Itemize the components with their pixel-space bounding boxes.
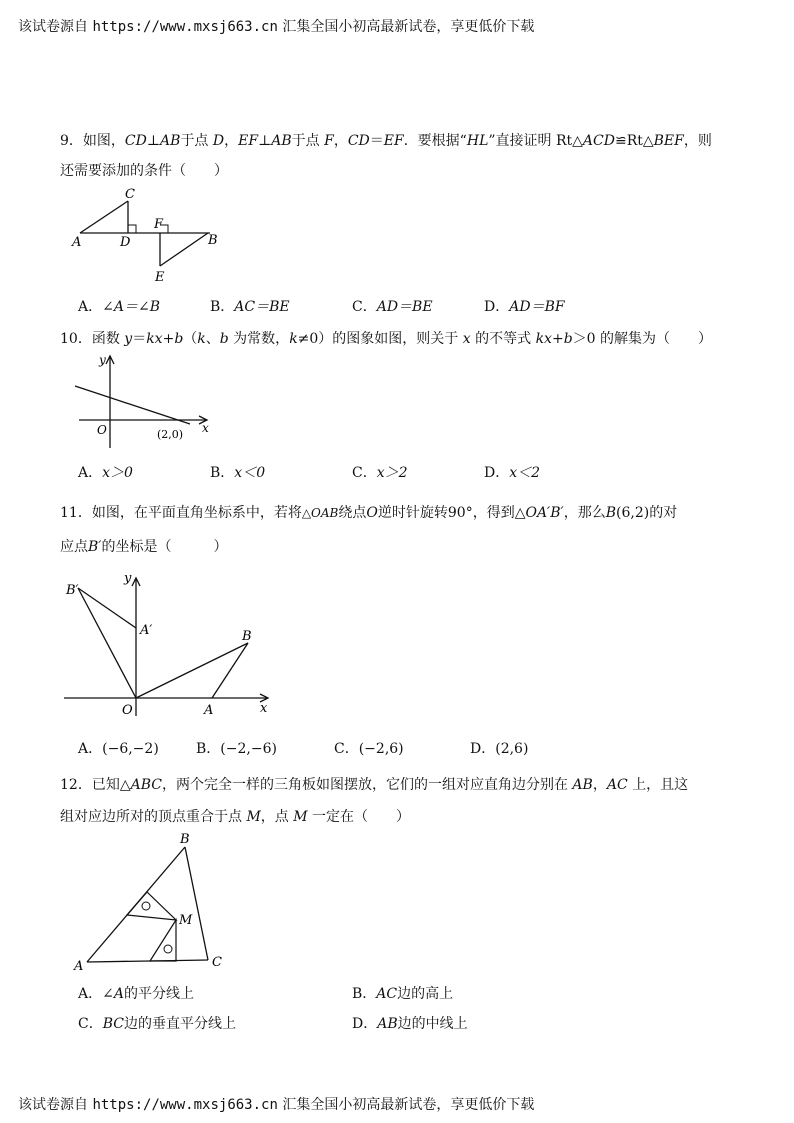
q9-var: EF [383, 133, 404, 149]
q9-option-a[interactable] [78, 296, 160, 316]
q10-var: b [563, 331, 573, 347]
option-letter: D． [352, 1016, 378, 1032]
q12-option-c[interactable] [78, 1013, 236, 1033]
q9-var: ACD [582, 133, 615, 149]
q12-label-b: B [180, 832, 190, 847]
q12-option-a[interactable] [78, 983, 194, 1003]
footer-url[interactable]: https://www.mxsj663.cn [92, 1097, 278, 1113]
q11-label-aprime: A′ [140, 623, 153, 638]
q10-text: （ [183, 331, 198, 347]
option-text: (−2,−6) [220, 741, 277, 757]
option-letter: B． [210, 299, 235, 315]
q12-text: 一定在（ ） [307, 809, 411, 825]
q9-label-f: F [154, 217, 164, 232]
option-letter: A． [78, 741, 103, 757]
q11-segment-ob [136, 643, 248, 698]
q9-var: F [324, 133, 334, 149]
q12-var: M [293, 809, 308, 825]
q10-figure [75, 350, 220, 445]
q9-line-ac [80, 201, 128, 233]
option-text: AC＝BE [234, 299, 290, 315]
q10-var: kx [535, 331, 552, 347]
q11-option-c[interactable] [334, 738, 404, 758]
q10-symbol: + [551, 331, 564, 347]
q9-var: CD [124, 133, 147, 149]
q10-text: ≠0）的图象如图，则关于 [297, 331, 463, 347]
q12-board-2-hole-icon [164, 945, 172, 953]
q10-var: x [462, 331, 471, 347]
q9-var: D [212, 133, 225, 149]
q10-text: 10．函数 [60, 331, 125, 347]
q10-var: b [219, 331, 229, 347]
q10-option-d[interactable] [484, 462, 540, 482]
q10-label-o: O [97, 423, 107, 437]
option-var: BC [102, 1016, 124, 1032]
q10-var: k [197, 331, 206, 347]
option-text: 边的高上 [397, 986, 454, 1002]
q9-symbol: ⊥ [258, 133, 272, 149]
q12-text: ， [592, 777, 607, 793]
q9-var: HL [466, 133, 489, 149]
q12-text: ，点 [260, 809, 294, 825]
q10-stem-line1 [60, 328, 712, 348]
q9-symbol: ⊥ [146, 133, 161, 149]
q9-label-e: E [155, 270, 165, 285]
q9-right-angle-d [128, 225, 136, 233]
header-suffix: 汇集全国小初高最新试卷，享更低价下载 [282, 19, 535, 35]
q10-option-c[interactable] [352, 462, 408, 482]
q11-segment-obp [78, 588, 136, 698]
q11-option-b[interactable] [196, 738, 277, 758]
q12-label-c: C [212, 955, 222, 970]
option-text: x＜2 [509, 465, 541, 481]
q10-option-a[interactable] [78, 462, 133, 482]
option-text: (−2,6) [358, 741, 404, 757]
option-letter: D． [484, 465, 510, 481]
q10-symbol: + [162, 331, 175, 347]
q11-label-a: A [204, 703, 214, 718]
option-symbol: ∠ [102, 986, 114, 1002]
q12-option-b[interactable] [352, 983, 453, 1003]
q9-label-d: D [120, 235, 131, 250]
q12-var: AB [572, 777, 593, 793]
q10-text: 为常数， [228, 331, 290, 347]
option-letter: A． [78, 465, 103, 481]
q11-label-b: B [242, 629, 252, 644]
q10-function-line [75, 386, 190, 424]
option-text: 的平分线上 [123, 986, 194, 1002]
q10-label-point: (2,0) [157, 428, 184, 441]
footer-suffix: 汇集全国小初高最新试卷，享更低价下载 [282, 1097, 535, 1113]
q12-stem-line1 [60, 774, 688, 794]
q11-text: 绕点 [338, 505, 367, 521]
q11-option-d[interactable] [470, 738, 528, 758]
q11-text: 逆时针旋转 [377, 505, 448, 521]
header-prefix: 该试卷源自 [18, 19, 88, 35]
q9-option-b[interactable] [210, 296, 290, 316]
q9-symbol: ＝ [369, 133, 384, 149]
q11-label-o: O [122, 703, 133, 718]
q9-text: 9．如图， [60, 133, 125, 149]
q9-text: ， [224, 133, 239, 149]
q12-label-a: A [74, 959, 84, 974]
q11-label-x: x [260, 701, 268, 716]
q11-text: ，那么 [563, 505, 606, 521]
q10-symbol: ＝ [132, 331, 147, 347]
q12-var: AC [606, 777, 628, 793]
q11-label-y: y [124, 571, 132, 586]
option-letter: A． [78, 986, 103, 1002]
q9-text: 于点 [291, 133, 325, 149]
q12-stem-line2 [60, 806, 410, 826]
q9-figure [70, 188, 230, 288]
option-letter: B． [352, 986, 377, 1002]
option-text: AD＝BF [509, 299, 565, 315]
q12-option-d[interactable] [352, 1013, 468, 1033]
q9-label-a: A [72, 235, 82, 250]
option-text: AD＝BE [376, 299, 433, 315]
q11-value: 90° [447, 505, 473, 521]
page-footer [18, 1094, 534, 1114]
option-var: AC [376, 986, 398, 1002]
q9-text: ”直接证明 Rt△ [488, 133, 583, 149]
q9-label-c: C [125, 187, 135, 202]
q12-figure [70, 832, 240, 972]
option-text: x＞2 [376, 465, 408, 481]
q11-text: 的坐标是（ ） [101, 539, 228, 555]
header-url[interactable]: https://www.mxsj663.cn [92, 19, 278, 35]
option-letter: C． [78, 1016, 103, 1032]
q12-text: 12．已知△ [60, 777, 131, 793]
q10-text: ＞0 的解集为（ ） [572, 331, 713, 347]
q12-text: 上，且这 [627, 777, 689, 793]
q11-option-a[interactable] [78, 738, 159, 758]
q9-var: EF [238, 133, 259, 149]
q9-var: BEF [653, 133, 684, 149]
q11-text: 应点 [60, 539, 88, 555]
option-letter: A． [78, 299, 103, 315]
q9-var: CD [347, 133, 370, 149]
q11-var: O [366, 505, 378, 521]
option-letter: B． [210, 465, 235, 481]
q10-option-b[interactable] [210, 462, 265, 482]
q11-value: (6,2) [616, 505, 650, 521]
q12-var: M [246, 809, 261, 825]
q12-label-m: M [179, 913, 193, 928]
q12-triangle-board-1 [127, 892, 176, 920]
option-text: ∠A＝∠B [102, 299, 160, 315]
q10-label-y: y [99, 353, 106, 367]
q10-var: b [174, 331, 184, 347]
option-text: 边的垂直平分线上 [123, 1016, 236, 1032]
q9-line-eb [160, 233, 208, 266]
q11-var: B′ [88, 539, 102, 555]
q10-text: 、 [205, 331, 220, 347]
q12-text: ，两个完全一样的三角板如图摆放，它们的一组对应直角边分别在 [161, 777, 573, 793]
option-text: 边的中线上 [397, 1016, 468, 1032]
option-var: A [113, 986, 124, 1002]
q10-label-x: x [202, 421, 209, 435]
q12-text: 组对应边所对的顶点重合于点 [60, 809, 247, 825]
q10-var: k [289, 331, 298, 347]
option-var: AB [377, 1016, 398, 1032]
q9-text: ≌Rt△ [614, 133, 654, 149]
q11-stem-line2 [60, 536, 227, 556]
q10-text: 的不等式 [470, 331, 536, 347]
q9-var: AB [271, 133, 292, 149]
q9-text: ， [333, 133, 348, 149]
q9-option-c[interactable] [352, 296, 433, 316]
option-letter: C． [352, 299, 377, 315]
q9-text: ，则 [683, 133, 712, 149]
q9-text: ．要根据“ [403, 133, 467, 149]
q10-var: y [124, 331, 133, 347]
q11-text: 的对 [649, 505, 678, 521]
page-header [18, 16, 534, 36]
q10-var: kx [146, 331, 163, 347]
q12-var: ABC [130, 777, 162, 793]
q11-var: B [605, 505, 616, 521]
q9-var: AB [160, 133, 181, 149]
q11-figure [62, 568, 277, 723]
option-text: (2,6) [495, 741, 529, 757]
option-letter: C． [352, 465, 377, 481]
q11-stem-line1 [60, 502, 677, 522]
q11-var: △OA′B′ [514, 505, 564, 521]
q11-label-bprime: B′ [66, 583, 79, 598]
q11-var: △OAB [301, 506, 339, 520]
footer-prefix: 该试卷源自 [18, 1097, 88, 1113]
q9-stem-line1 [60, 130, 712, 150]
q12-side-bc [185, 847, 208, 960]
option-text: (−6,−2) [102, 741, 159, 757]
q9-option-d[interactable] [484, 296, 565, 316]
q9-stem-line2: 还需要添加的条件（ ） [60, 163, 228, 179]
q12-triangle-board-2 [150, 920, 176, 961]
q12-side-ac [87, 960, 208, 962]
q9-text: 于点 [180, 133, 213, 149]
option-letter: D． [484, 299, 510, 315]
q9-label-b: B [208, 233, 218, 248]
q11-text: 11．如图，在平面直角坐标系中，若将 [60, 505, 302, 521]
option-text: x＞0 [102, 465, 133, 481]
option-text: x＜0 [234, 465, 266, 481]
q11-segment-bpap [78, 588, 136, 628]
q12-board-1-hole-icon [142, 902, 150, 910]
option-letter: D． [470, 741, 496, 757]
option-letter: C． [334, 741, 359, 757]
option-letter: B． [196, 741, 221, 757]
q11-text: ，得到 [472, 505, 515, 521]
